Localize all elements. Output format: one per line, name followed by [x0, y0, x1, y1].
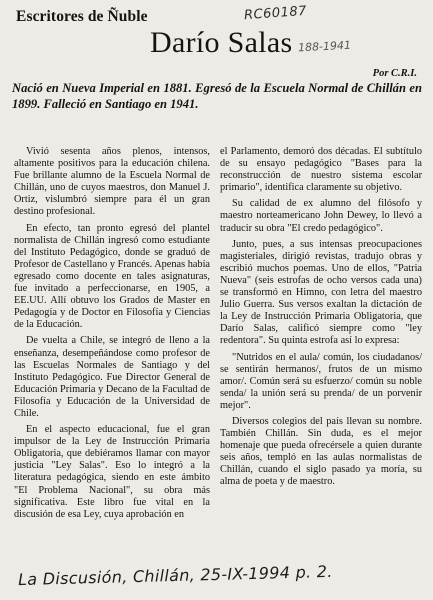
- body-paragraph: En el aspecto educacional, fue el gran impulsor de la Ley de Instrucción Primaria Obligatoria, que debiéramos llamar con mayor justicia "Ley Salas". Eso lo integró a la literatura pedagógica, siendo en este ámbito "El Problema Nacional", su obra más significativa. Este libro fue vital en la discusión de esa Ley, cuya aprobación en: [14, 424, 210, 520]
- handwritten-catalog-code: RC60187: [243, 3, 308, 24]
- body-column-left: [14, 146, 210, 525]
- article-lead: Nació en Nueva Imperial en 1881. Egresó de la Escuela Normal de Chillán en 1899. Falleció en Santiago en 1941.: [12, 81, 422, 111]
- body-paragraph: el Parlamento, demoró dos décadas. El subtítulo de su ensayo pedagógico "Bases para la reconstrucción de nuestro sistema escolar primario", identifica claramente su objetivo.: [220, 146, 422, 194]
- body-paragraph: Su calidad de ex alumno del filósofo y maestro norteamericano John Dewey, lo llevó a traducir su obra "El credo pedagógico".: [220, 198, 422, 234]
- body-paragraph: Diversos colegios del país llevan su nombre. También Chillán. Sin duda, es el mejor homenaje que pueda ofrecérsele a quien durante seis años, templó en las aulas normalistas de Chillán, cuando el siglo pasado ya moría, su alma de poeta y de maestro.: [220, 415, 422, 488]
- body-column-right: [220, 146, 422, 493]
- body-paragraph: Vivió sesenta años plenos, intensos, altamente positivos para la educación chilena. Fue brillante alumno de la Escuela Normal de Chillán, uno de cuyos maestros, don Manuel J. Ortiz, vislumbró siempre para él un gran destino profesional.: [14, 146, 210, 218]
- body-paragraph: Junto, pues, a sus intensas preocupaciones magisteriales, dirigió revistas, tradujo obras y escribió muchos poemas. Uno de ellos, "Patria Nueva" (seis estrofas de ocho versos cada una) se transformó en Himno, con letra del maestro Julio Guerra. Sus versos exaltan la dictación de la Ley de Instrucción Primaria Obligatoria, que Darío Salas, calificó siempre como "ley redentora". Su quinta estrofa así lo expresa:: [220, 238, 422, 347]
- article-byline: Por C.R.I.: [372, 68, 417, 79]
- body-paragraph: De vuelta a Chile, se integró de lleno a la enseñanza, desempeñándose como profesor de las Escuelas Normales de Santiago y del Instituto Pedagógico. Fue Director General de Educación Primaria y Decano de la Facultad de Filosofía y Educación de la Universidad de Chile.: [14, 335, 210, 419]
- handwritten-source-note: La Discusión, Chillán, 25-IX-1994 p. 2.: [17, 561, 333, 590]
- series-heading: Escritores de Ñuble: [16, 8, 148, 25]
- article-title: Darío Salas: [150, 26, 293, 59]
- body-paragraph: En efecto, tan pronto egresó del plantel normalista de Chillán ingresó como estudiante del Instituto Pedagógico, donde se graduó de Profesor de Castellano y Francés. Apenas había egresado como docente en tales asignaturas, fue invitado a perfeccionarse, en 1905, a EE.UU. Allí obtuvo los Grados de Master en Pedagogía y de Doctor en Filosofía y Ciencias de la Educación.: [14, 222, 210, 331]
- poem-quote: "Nutridos en el aula/ común, los ciudadanos/ se sentirán hermanos/, frutos de un mismo amor/. Común será su esfuerzo/ común su noble senda/ la unión será su prenda/ de un porvenir mejor".: [220, 351, 422, 411]
- handwritten-years: 188-1941: [297, 38, 352, 55]
